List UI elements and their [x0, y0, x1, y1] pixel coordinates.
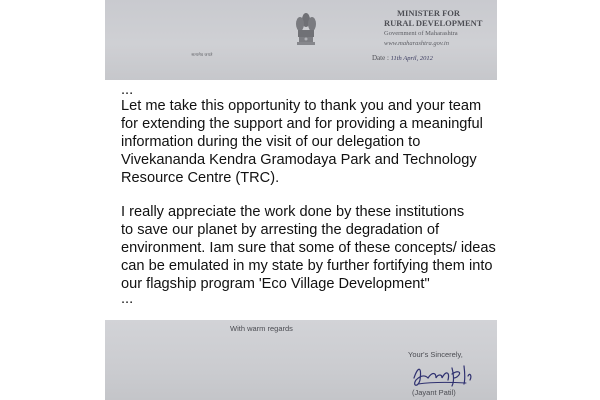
paragraph-line: can be emulated in my state by further fortifying them into [121, 257, 493, 274]
ellipsis-bottom: ... [121, 291, 134, 307]
date-value: 11th April, 2012 [390, 55, 433, 62]
signatory-name: (Jayant Patil) [412, 388, 456, 397]
paragraph-line: Let me take this opportunity to thank you and your team [121, 98, 482, 114]
letterhead-government: Government of Maharashtra [384, 30, 458, 37]
paragraph-line: Vivekananda Kendra Gramodaya Park and Technology [121, 151, 477, 168]
emblem-motto: सत्यमेव जयते [191, 52, 213, 57]
letterhead-date [372, 54, 433, 62]
paragraph-line: I really appreciate the work done by these institutions [121, 204, 465, 220]
date-label: Date : [372, 54, 389, 62]
ellipsis-top: ... [121, 82, 134, 98]
paragraph-appreciation [121, 204, 496, 294]
paragraph-line: environment. Iam sure that some of these concepts/ ideas [121, 239, 496, 256]
paragraph-line: our flagship program 'Eco Village Development" [121, 275, 430, 292]
letterhead-title-line1: MINISTER FOR [397, 8, 461, 18]
paragraph-line: Resource Centre (TRC). [121, 169, 280, 186]
handwritten-signature [408, 358, 478, 392]
paragraph-line: information during the visit of our delegation to [121, 133, 421, 150]
paragraph-line: for extending the support and for providing a meaningful [121, 115, 483, 132]
national-emblem-icon [293, 6, 319, 50]
closing-text: With warm regards [230, 324, 293, 333]
paragraph-thanks [121, 98, 483, 188]
sincerely-text: Your's Sincerely, [408, 350, 463, 359]
letterhead-website: www.maharashtra.gov.in [384, 40, 449, 47]
paragraph-line: to save our planet by arresting the degradation of [121, 221, 440, 238]
letterhead-title-line2: RURAL DEVELOPMENT [384, 18, 483, 28]
